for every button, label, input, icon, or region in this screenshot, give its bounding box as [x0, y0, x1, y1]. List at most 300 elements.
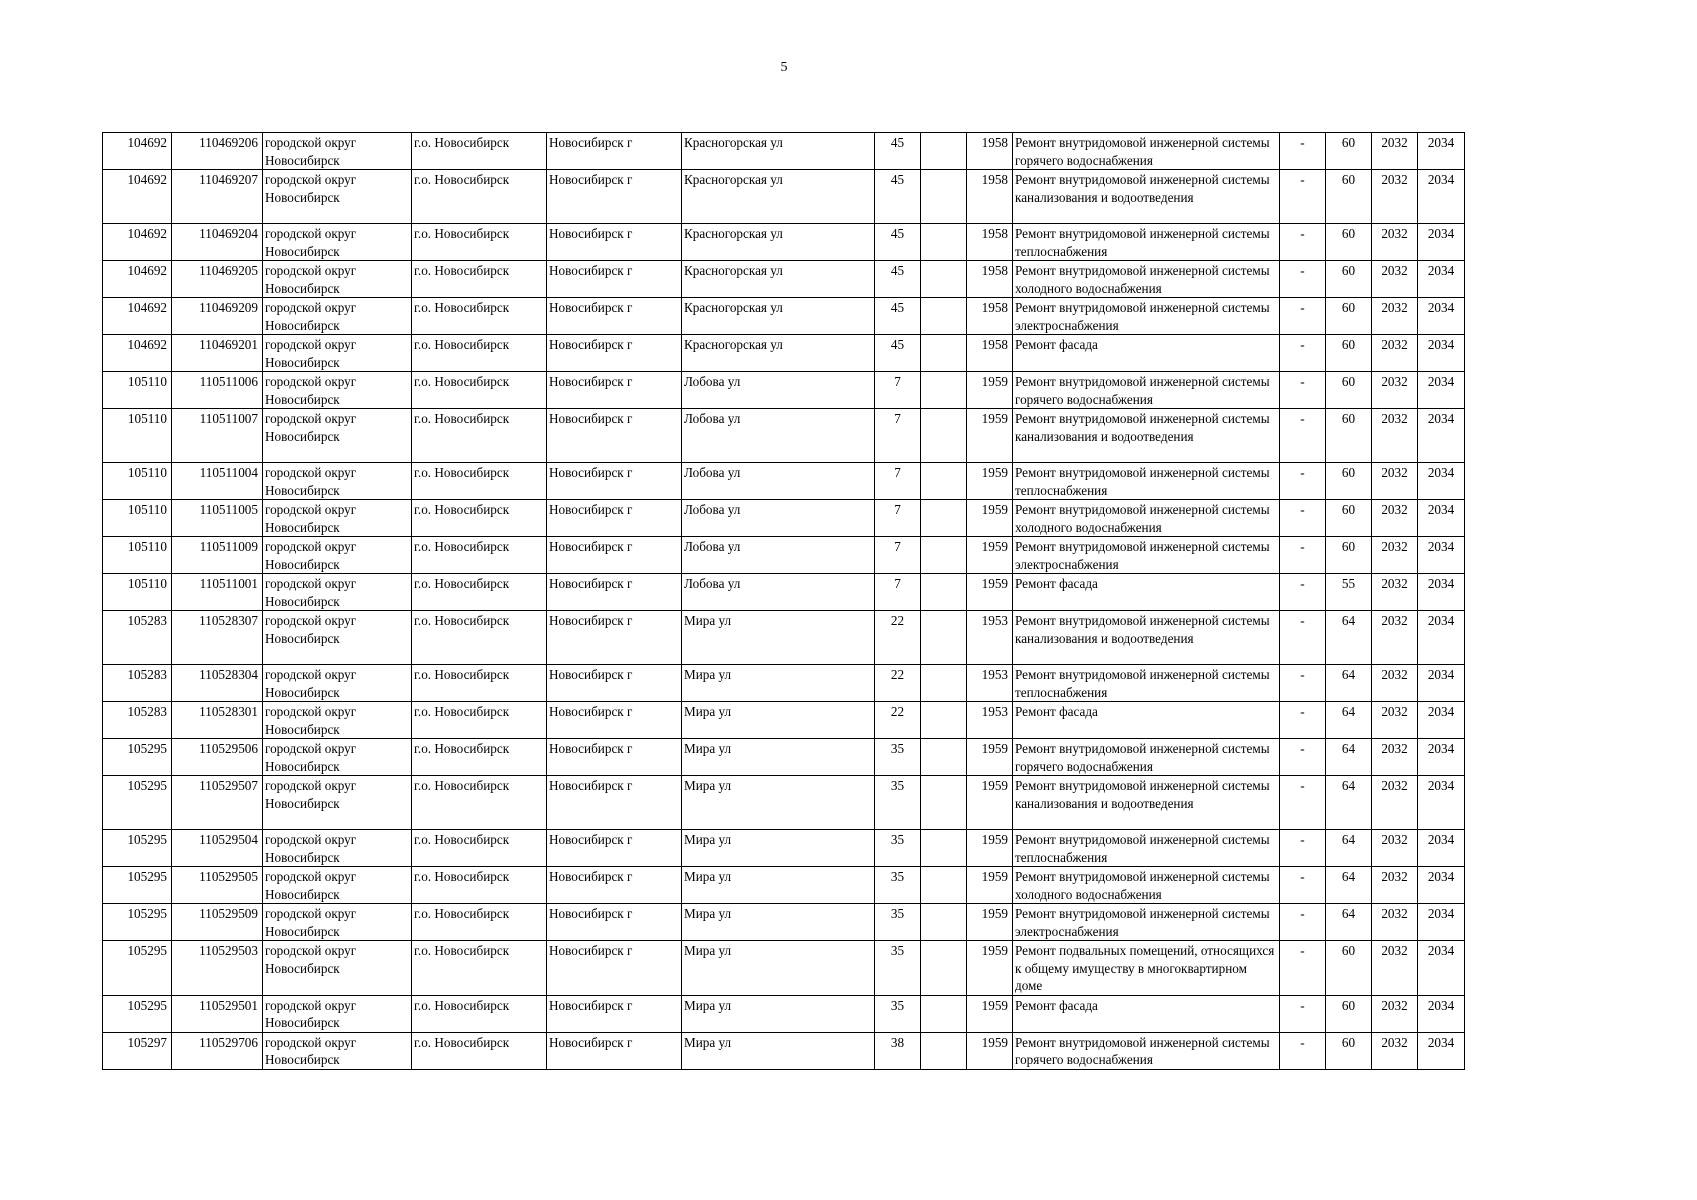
house-number-cell: 7 — [875, 500, 921, 537]
street-cell: Мира ул — [682, 904, 875, 941]
locality-cell: Новосибирск г — [547, 867, 682, 904]
wear-cell: 60 — [1326, 298, 1372, 335]
locality-cell: Новосибирск г — [547, 665, 682, 702]
work-type-cell: Ремонт фасада — [1013, 335, 1280, 372]
dash-cell: - — [1280, 298, 1326, 335]
end-year-cell: 2034 — [1418, 830, 1465, 867]
house-id-cell: 105283 — [103, 702, 172, 739]
end-year-cell: 2034 — [1418, 409, 1465, 463]
building-cell — [921, 1032, 967, 1069]
street-cell: Лобова ул — [682, 500, 875, 537]
settlement-cell: г.о. Новосибирск — [412, 1032, 547, 1069]
work-type-cell: Ремонт фасада — [1013, 574, 1280, 611]
street-cell: Мира ул — [682, 665, 875, 702]
settlement-cell: г.о. Новосибирск — [412, 500, 547, 537]
table-row — [103, 409, 1465, 463]
house-number-cell: 22 — [875, 611, 921, 665]
start-year-cell: 2032 — [1372, 500, 1418, 537]
settlement-cell: г.о. Новосибирск — [412, 904, 547, 941]
locality-cell: Новосибирск г — [547, 409, 682, 463]
house-number-cell: 35 — [875, 904, 921, 941]
municipality-cell: городской округ Новосибирск — [263, 170, 412, 224]
wear-cell: 64 — [1326, 702, 1372, 739]
work-id-cell: 110529504 — [172, 830, 263, 867]
wear-cell: 60 — [1326, 995, 1372, 1032]
municipality-cell: городской округ Новосибирск — [263, 224, 412, 261]
table-row — [103, 1032, 1465, 1069]
building-cell — [921, 776, 967, 830]
work-id-cell: 110529507 — [172, 776, 263, 830]
table-row — [103, 941, 1465, 996]
settlement-cell: г.о. Новосибирск — [412, 830, 547, 867]
work-type-cell: Ремонт внутридомовой инженерной системы канализования и водоотведения — [1013, 611, 1280, 665]
dash-cell: - — [1280, 995, 1326, 1032]
building-cell — [921, 170, 967, 224]
street-cell: Красногорская ул — [682, 133, 875, 170]
year-built-cell: 1959 — [967, 537, 1013, 574]
street-cell: Мира ул — [682, 739, 875, 776]
settlement-cell: г.о. Новосибирск — [412, 409, 547, 463]
house-number-cell: 35 — [875, 867, 921, 904]
work-id-cell: 110528301 — [172, 702, 263, 739]
house-number-cell: 45 — [875, 133, 921, 170]
table-row — [103, 665, 1465, 702]
work-type-cell: Ремонт внутридомовой инженерной системы горячего водоснабжения — [1013, 372, 1280, 409]
dash-cell: - — [1280, 537, 1326, 574]
building-cell — [921, 409, 967, 463]
year-built-cell: 1959 — [967, 776, 1013, 830]
wear-cell: 60 — [1326, 537, 1372, 574]
house-id-cell: 105110 — [103, 500, 172, 537]
settlement-cell: г.о. Новосибирск — [412, 133, 547, 170]
dash-cell: - — [1280, 574, 1326, 611]
dash-cell: - — [1280, 611, 1326, 665]
municipality-cell: городской округ Новосибирск — [263, 776, 412, 830]
house-number-cell: 35 — [875, 776, 921, 830]
year-built-cell: 1959 — [967, 574, 1013, 611]
settlement-cell: г.о. Новосибирск — [412, 170, 547, 224]
table-row — [103, 904, 1465, 941]
work-id-cell: 110511006 — [172, 372, 263, 409]
street-cell: Красногорская ул — [682, 335, 875, 372]
start-year-cell: 2032 — [1372, 537, 1418, 574]
municipality-cell: городской округ Новосибирск — [263, 702, 412, 739]
municipality-cell: городской округ Новосибирск — [263, 941, 412, 996]
settlement-cell: г.о. Новосибирск — [412, 665, 547, 702]
end-year-cell: 2034 — [1418, 574, 1465, 611]
house-id-cell: 105110 — [103, 409, 172, 463]
locality-cell: Новосибирск г — [547, 611, 682, 665]
year-built-cell: 1959 — [967, 904, 1013, 941]
municipality-cell: городской округ Новосибирск — [263, 261, 412, 298]
end-year-cell: 2034 — [1418, 372, 1465, 409]
locality-cell: Новосибирск г — [547, 904, 682, 941]
locality-cell: Новосибирск г — [547, 995, 682, 1032]
dash-cell: - — [1280, 776, 1326, 830]
building-cell — [921, 298, 967, 335]
building-cell — [921, 574, 967, 611]
municipality-cell: городской округ Новосибирск — [263, 537, 412, 574]
wear-cell: 64 — [1326, 611, 1372, 665]
settlement-cell: г.о. Новосибирск — [412, 941, 547, 996]
work-type-cell: Ремонт внутридомовой инженерной системы теплоснабжения — [1013, 830, 1280, 867]
settlement-cell: г.о. Новосибирск — [412, 224, 547, 261]
wear-cell: 60 — [1326, 941, 1372, 996]
house-id-cell: 105297 — [103, 1032, 172, 1069]
municipality-cell: городской округ Новосибирск — [263, 665, 412, 702]
municipality-cell: городской округ Новосибирск — [263, 995, 412, 1032]
end-year-cell: 2034 — [1418, 1032, 1465, 1069]
work-type-cell: Ремонт внутридомовой инженерной системы холодного водоснабжения — [1013, 261, 1280, 298]
table-row — [103, 574, 1465, 611]
house-id-cell: 105110 — [103, 537, 172, 574]
house-id-cell: 105295 — [103, 776, 172, 830]
wear-cell: 60 — [1326, 335, 1372, 372]
dash-cell: - — [1280, 261, 1326, 298]
end-year-cell: 2034 — [1418, 170, 1465, 224]
dash-cell: - — [1280, 739, 1326, 776]
house-id-cell: 105283 — [103, 611, 172, 665]
locality-cell: Новосибирск г — [547, 702, 682, 739]
start-year-cell: 2032 — [1372, 702, 1418, 739]
work-id-cell: 110469201 — [172, 335, 263, 372]
end-year-cell: 2034 — [1418, 224, 1465, 261]
table-row — [103, 372, 1465, 409]
house-number-cell: 35 — [875, 739, 921, 776]
building-cell — [921, 537, 967, 574]
work-type-cell: Ремонт фасада — [1013, 702, 1280, 739]
house-number-cell: 7 — [875, 372, 921, 409]
year-built-cell: 1958 — [967, 133, 1013, 170]
settlement-cell: г.о. Новосибирск — [412, 776, 547, 830]
work-id-cell: 110529501 — [172, 995, 263, 1032]
table-row — [103, 739, 1465, 776]
dash-cell: - — [1280, 335, 1326, 372]
wear-cell: 60 — [1326, 224, 1372, 261]
wear-cell: 60 — [1326, 1032, 1372, 1069]
building-cell — [921, 224, 967, 261]
table-row — [103, 867, 1465, 904]
building-cell — [921, 463, 967, 500]
building-cell — [921, 995, 967, 1032]
settlement-cell: г.о. Новосибирск — [412, 298, 547, 335]
house-id-cell: 105110 — [103, 463, 172, 500]
building-cell — [921, 133, 967, 170]
table-row — [103, 298, 1465, 335]
work-type-cell: Ремонт внутридомовой инженерной системы горячего водоснабжения — [1013, 739, 1280, 776]
start-year-cell: 2032 — [1372, 409, 1418, 463]
house-number-cell: 22 — [875, 702, 921, 739]
dash-cell: - — [1280, 830, 1326, 867]
street-cell: Красногорская ул — [682, 224, 875, 261]
end-year-cell: 2034 — [1418, 611, 1465, 665]
year-built-cell: 1958 — [967, 224, 1013, 261]
work-id-cell: 110528307 — [172, 611, 263, 665]
house-number-cell: 45 — [875, 298, 921, 335]
house-id-cell: 105283 — [103, 665, 172, 702]
start-year-cell: 2032 — [1372, 665, 1418, 702]
year-built-cell: 1959 — [967, 409, 1013, 463]
work-id-cell: 110529506 — [172, 739, 263, 776]
street-cell: Мира ул — [682, 1032, 875, 1069]
start-year-cell: 2032 — [1372, 867, 1418, 904]
street-cell: Мира ул — [682, 776, 875, 830]
year-built-cell: 1953 — [967, 665, 1013, 702]
building-cell — [921, 665, 967, 702]
street-cell: Мира ул — [682, 611, 875, 665]
wear-cell: 55 — [1326, 574, 1372, 611]
work-id-cell: 110529505 — [172, 867, 263, 904]
house-number-cell: 7 — [875, 463, 921, 500]
end-year-cell: 2034 — [1418, 776, 1465, 830]
municipality-cell: городской округ Новосибирск — [263, 133, 412, 170]
work-id-cell: 110511001 — [172, 574, 263, 611]
dash-cell: - — [1280, 867, 1326, 904]
start-year-cell: 2032 — [1372, 261, 1418, 298]
municipality-cell: городской округ Новосибирск — [263, 830, 412, 867]
start-year-cell: 2032 — [1372, 170, 1418, 224]
dash-cell: - — [1280, 170, 1326, 224]
street-cell: Красногорская ул — [682, 261, 875, 298]
dash-cell: - — [1280, 702, 1326, 739]
work-id-cell: 110529706 — [172, 1032, 263, 1069]
building-cell — [921, 867, 967, 904]
work-type-cell: Ремонт подвальных помещений, относящихся к общему имуществу в многоквартирном доме — [1013, 941, 1280, 996]
dash-cell: - — [1280, 224, 1326, 261]
locality-cell: Новосибирск г — [547, 298, 682, 335]
end-year-cell: 2034 — [1418, 463, 1465, 500]
street-cell: Лобова ул — [682, 463, 875, 500]
year-built-cell: 1958 — [967, 298, 1013, 335]
settlement-cell: г.о. Новосибирск — [412, 995, 547, 1032]
start-year-cell: 2032 — [1372, 611, 1418, 665]
year-built-cell: 1959 — [967, 1032, 1013, 1069]
settlement-cell: г.о. Новосибирск — [412, 611, 547, 665]
end-year-cell: 2034 — [1418, 133, 1465, 170]
settlement-cell: г.о. Новосибирск — [412, 261, 547, 298]
street-cell: Лобова ул — [682, 574, 875, 611]
house-id-cell: 104692 — [103, 133, 172, 170]
street-cell: Мира ул — [682, 995, 875, 1032]
dash-cell: - — [1280, 133, 1326, 170]
house-id-cell: 105295 — [103, 739, 172, 776]
end-year-cell: 2034 — [1418, 500, 1465, 537]
dash-cell: - — [1280, 904, 1326, 941]
house-number-cell: 35 — [875, 830, 921, 867]
municipality-cell: городской округ Новосибирск — [263, 372, 412, 409]
locality-cell: Новосибирск г — [547, 463, 682, 500]
wear-cell: 64 — [1326, 776, 1372, 830]
wear-cell: 60 — [1326, 372, 1372, 409]
end-year-cell: 2034 — [1418, 665, 1465, 702]
wear-cell: 64 — [1326, 904, 1372, 941]
end-year-cell: 2034 — [1418, 995, 1465, 1032]
table-row — [103, 776, 1465, 830]
street-cell: Красногорская ул — [682, 298, 875, 335]
start-year-cell: 2032 — [1372, 904, 1418, 941]
work-type-cell: Ремонт фасада — [1013, 995, 1280, 1032]
start-year-cell: 2032 — [1372, 335, 1418, 372]
locality-cell: Новосибирск г — [547, 537, 682, 574]
house-id-cell: 105110 — [103, 574, 172, 611]
dash-cell: - — [1280, 1032, 1326, 1069]
start-year-cell: 2032 — [1372, 224, 1418, 261]
year-built-cell: 1959 — [967, 463, 1013, 500]
table-row — [103, 611, 1465, 665]
street-cell: Мира ул — [682, 830, 875, 867]
year-built-cell: 1959 — [967, 372, 1013, 409]
street-cell: Красногорская ул — [682, 170, 875, 224]
table-row — [103, 830, 1465, 867]
work-type-cell: Ремонт внутридомовой инженерной системы холодного водоснабжения — [1013, 867, 1280, 904]
house-id-cell: 104692 — [103, 335, 172, 372]
start-year-cell: 2032 — [1372, 1032, 1418, 1069]
wear-cell: 64 — [1326, 830, 1372, 867]
settlement-cell: г.о. Новосибирск — [412, 372, 547, 409]
wear-cell: 60 — [1326, 170, 1372, 224]
house-id-cell: 105295 — [103, 995, 172, 1032]
house-number-cell: 45 — [875, 170, 921, 224]
municipality-cell: городской округ Новосибирск — [263, 1032, 412, 1069]
municipality-cell: городской округ Новосибирск — [263, 298, 412, 335]
work-type-cell: Ремонт внутридомовой инженерной системы теплоснабжения — [1013, 224, 1280, 261]
year-built-cell: 1958 — [967, 170, 1013, 224]
table-row — [103, 170, 1465, 224]
work-id-cell: 110469207 — [172, 170, 263, 224]
locality-cell: Новосибирск г — [547, 335, 682, 372]
settlement-cell: г.о. Новосибирск — [412, 574, 547, 611]
house-number-cell: 45 — [875, 335, 921, 372]
locality-cell: Новосибирск г — [547, 830, 682, 867]
year-built-cell: 1959 — [967, 739, 1013, 776]
year-built-cell: 1959 — [967, 830, 1013, 867]
house-id-cell: 104692 — [103, 224, 172, 261]
building-cell — [921, 611, 967, 665]
locality-cell: Новосибирск г — [547, 224, 682, 261]
end-year-cell: 2034 — [1418, 702, 1465, 739]
house-number-cell: 22 — [875, 665, 921, 702]
settlement-cell: г.о. Новосибирск — [412, 702, 547, 739]
municipality-cell: городской округ Новосибирск — [263, 500, 412, 537]
table-row — [103, 500, 1465, 537]
repair-schedule-table — [102, 132, 1465, 1070]
settlement-cell: г.о. Новосибирск — [412, 463, 547, 500]
municipality-cell: городской округ Новосибирск — [263, 335, 412, 372]
house-number-cell: 45 — [875, 261, 921, 298]
dash-cell: - — [1280, 409, 1326, 463]
work-id-cell: 110511007 — [172, 409, 263, 463]
municipality-cell: городской округ Новосибирск — [263, 574, 412, 611]
house-id-cell: 105295 — [103, 830, 172, 867]
municipality-cell: городской округ Новосибирск — [263, 904, 412, 941]
house-number-cell: 7 — [875, 409, 921, 463]
house-id-cell: 104692 — [103, 170, 172, 224]
dash-cell: - — [1280, 941, 1326, 996]
settlement-cell: г.о. Новосибирск — [412, 537, 547, 574]
start-year-cell: 2032 — [1372, 776, 1418, 830]
year-built-cell: 1959 — [967, 500, 1013, 537]
municipality-cell: городской округ Новосибирск — [263, 463, 412, 500]
start-year-cell: 2032 — [1372, 298, 1418, 335]
work-id-cell: 110469206 — [172, 133, 263, 170]
table-row — [103, 335, 1465, 372]
street-cell: Лобова ул — [682, 537, 875, 574]
table-row — [103, 537, 1465, 574]
work-type-cell: Ремонт внутридомовой инженерной системы электроснабжения — [1013, 537, 1280, 574]
end-year-cell: 2034 — [1418, 261, 1465, 298]
street-cell: Мира ул — [682, 941, 875, 996]
end-year-cell: 2034 — [1418, 904, 1465, 941]
wear-cell: 60 — [1326, 409, 1372, 463]
work-id-cell: 110511009 — [172, 537, 263, 574]
table-row — [103, 261, 1465, 298]
start-year-cell: 2032 — [1372, 941, 1418, 996]
house-number-cell: 38 — [875, 1032, 921, 1069]
settlement-cell: г.о. Новосибирск — [412, 867, 547, 904]
locality-cell: Новосибирск г — [547, 1032, 682, 1069]
work-id-cell: 110511004 — [172, 463, 263, 500]
work-id-cell: 110529503 — [172, 941, 263, 996]
settlement-cell: г.о. Новосибирск — [412, 739, 547, 776]
house-id-cell: 105295 — [103, 941, 172, 996]
dash-cell: - — [1280, 665, 1326, 702]
start-year-cell: 2032 — [1372, 133, 1418, 170]
wear-cell: 60 — [1326, 133, 1372, 170]
table-row — [103, 133, 1465, 170]
dash-cell: - — [1280, 463, 1326, 500]
work-type-cell: Ремонт внутридомовой инженерной системы теплоснабжения — [1013, 463, 1280, 500]
work-id-cell: 110469205 — [172, 261, 263, 298]
house-id-cell: 104692 — [103, 261, 172, 298]
work-id-cell: 110511005 — [172, 500, 263, 537]
house-number-cell: 7 — [875, 574, 921, 611]
year-built-cell: 1959 — [967, 941, 1013, 996]
end-year-cell: 2034 — [1418, 941, 1465, 996]
wear-cell: 60 — [1326, 261, 1372, 298]
start-year-cell: 2032 — [1372, 463, 1418, 500]
locality-cell: Новосибирск г — [547, 776, 682, 830]
work-id-cell: 110469209 — [172, 298, 263, 335]
work-type-cell: Ремонт внутридомовой инженерной системы электроснабжения — [1013, 904, 1280, 941]
wear-cell: 60 — [1326, 500, 1372, 537]
house-number-cell: 45 — [875, 224, 921, 261]
year-built-cell: 1958 — [967, 335, 1013, 372]
street-cell: Лобова ул — [682, 409, 875, 463]
dash-cell: - — [1280, 500, 1326, 537]
end-year-cell: 2034 — [1418, 739, 1465, 776]
house-number-cell: 7 — [875, 537, 921, 574]
work-type-cell: Ремонт внутридомовой инженерной системы горячего водоснабжения — [1013, 133, 1280, 170]
municipality-cell: городской округ Новосибирск — [263, 611, 412, 665]
locality-cell: Новосибирск г — [547, 261, 682, 298]
work-type-cell: Ремонт внутридомовой инженерной системы горячего водоснабжения — [1013, 1032, 1280, 1069]
work-type-cell: Ремонт внутридомовой инженерной системы электроснабжения — [1013, 298, 1280, 335]
wear-cell: 64 — [1326, 867, 1372, 904]
start-year-cell: 2032 — [1372, 995, 1418, 1032]
end-year-cell: 2034 — [1418, 298, 1465, 335]
locality-cell: Новосибирск г — [547, 372, 682, 409]
year-built-cell: 1959 — [967, 867, 1013, 904]
house-id-cell: 105295 — [103, 904, 172, 941]
work-id-cell: 110469204 — [172, 224, 263, 261]
table-row — [103, 702, 1465, 739]
locality-cell: Новосибирск г — [547, 739, 682, 776]
work-type-cell: Ремонт внутридомовой инженерной системы теплоснабжения — [1013, 665, 1280, 702]
locality-cell: Новосибирск г — [547, 170, 682, 224]
locality-cell: Новосибирск г — [547, 500, 682, 537]
work-id-cell: 110528304 — [172, 665, 263, 702]
house-number-cell: 35 — [875, 941, 921, 996]
